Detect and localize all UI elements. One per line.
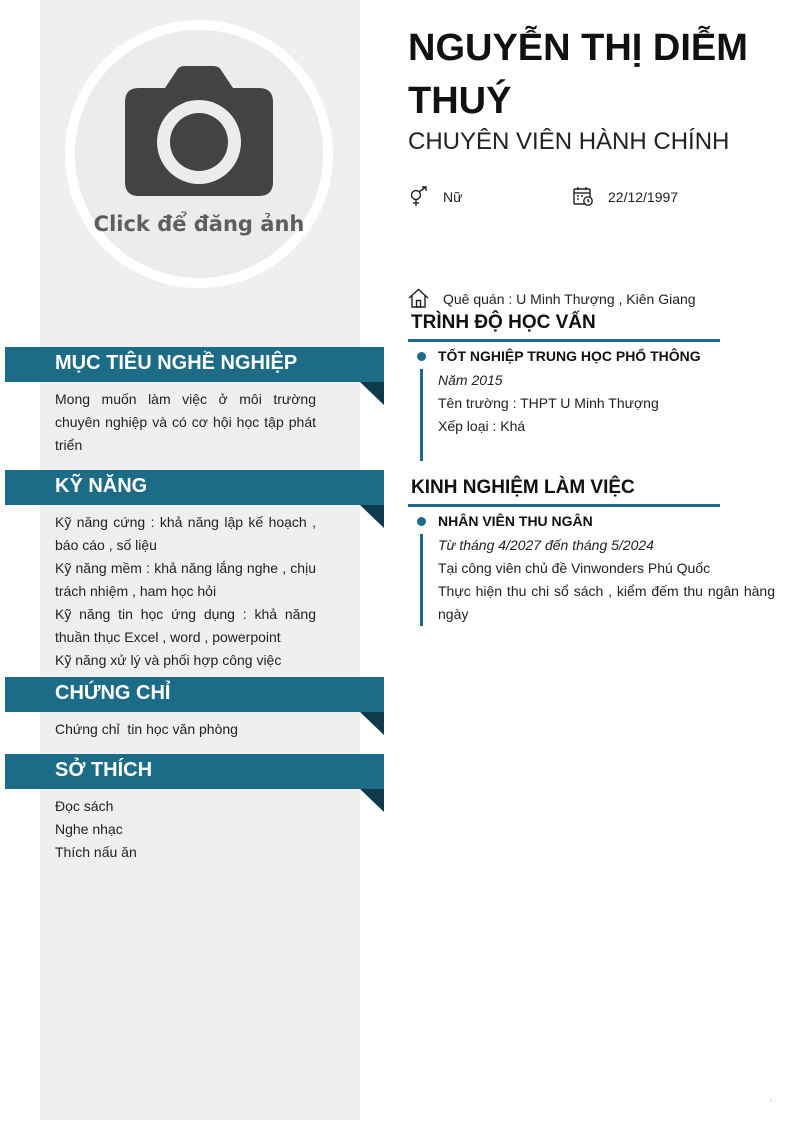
objective-text: Mong muốn làm việc ở môi trường chuyên nghiệp và có cơ hội học tập phát triển bbox=[55, 391, 316, 453]
education-rule bbox=[408, 339, 720, 342]
certificates-title: CHỨNG CHỈ bbox=[55, 682, 171, 704]
certificates-banner bbox=[5, 677, 384, 712]
birthdate-row bbox=[573, 186, 678, 207]
education-timeline bbox=[420, 369, 423, 461]
hobbies-banner-fold bbox=[360, 789, 384, 812]
birthdate-value: 22/12/1997 bbox=[608, 188, 679, 205]
camera-icon bbox=[125, 66, 273, 196]
experience-rule bbox=[408, 504, 720, 507]
certificate-item: Chứng chỉ tin học văn phòng bbox=[55, 721, 238, 737]
avatar-upload[interactable] bbox=[65, 20, 333, 288]
calendar-icon bbox=[573, 186, 594, 207]
education-bullet bbox=[417, 352, 426, 361]
experience-place: Tại công viên chủ đề Vinwonders Phú Quốc bbox=[438, 560, 711, 576]
hobby-item: Thích nấu ăn bbox=[55, 844, 137, 860]
full-name: NGUYỄN THỊ DIỄM THUÝ bbox=[408, 27, 748, 122]
avatar-caption: Click để đăng ảnh bbox=[93, 212, 305, 236]
experience-timeline bbox=[420, 534, 423, 626]
skills-list bbox=[55, 511, 316, 672]
objective-banner bbox=[5, 347, 384, 382]
education-rank: Xếp loại : Khá bbox=[438, 418, 526, 434]
skill-item: Kỹ năng cứng : khả năng lập kế hoạch , báo cáo , số liệu bbox=[55, 514, 316, 553]
hobby-item: Đọc sách bbox=[55, 798, 114, 814]
gender-value: Nữ bbox=[443, 188, 463, 205]
job-title: CHUYÊN VIÊN HÀNH CHÍNH bbox=[408, 128, 730, 155]
certificates-banner-fold bbox=[360, 712, 384, 735]
skill-item: Kỹ năng xử lý và phối hợp công việc bbox=[55, 652, 282, 668]
objective-banner-fold bbox=[360, 382, 384, 405]
hobbies-title: SỞ THÍCH bbox=[55, 759, 153, 781]
skill-item: Kỹ năng tin học ứng dụng : khả năng thuần thục Excel , word , powerpoint bbox=[55, 606, 316, 645]
education-heading: TỐT NGHIỆP TRUNG HỌC PHỔ THÔNG bbox=[438, 348, 701, 364]
education-details bbox=[438, 369, 775, 438]
hometown-value: Quê quán : U Minh Thượng , Kiên Giang bbox=[443, 290, 696, 307]
skill-item: Kỹ năng mềm : khả năng lắng nghe , chịu trách nhiệm , ham học hỏi bbox=[55, 560, 316, 599]
education-year: Năm 2015 bbox=[438, 372, 503, 388]
experience-details bbox=[438, 534, 775, 626]
corner-mark: . bbox=[770, 1094, 773, 1103]
home-icon bbox=[408, 288, 429, 309]
hobby-item: Nghe nhạc bbox=[55, 821, 123, 837]
hobbies-banner bbox=[5, 754, 384, 789]
objective-title: MỤC TIÊU NGHỀ NGHIỆP bbox=[55, 352, 298, 374]
objective-section bbox=[55, 388, 316, 457]
gender-icon bbox=[408, 186, 429, 207]
gender-row bbox=[408, 186, 462, 207]
hobbies-list bbox=[55, 795, 316, 864]
education-title: TRÌNH ĐỘ HỌC VẤN bbox=[411, 312, 596, 333]
hometown-row bbox=[408, 288, 696, 309]
experience-bullet bbox=[417, 517, 426, 526]
education-school: Tên trường : THPT U Minh Thượng bbox=[438, 395, 659, 411]
experience-period: Từ tháng 4/2027 đến tháng 5/2024 bbox=[438, 537, 654, 553]
experience-duty: Thực hiện thu chi sổ sách , kiểm đếm thu ngân hàng ngày bbox=[438, 583, 775, 622]
avatar-circle bbox=[75, 30, 323, 278]
skills-title: KỸ NĂNG bbox=[55, 475, 148, 497]
skills-banner-fold bbox=[360, 505, 384, 528]
experience-heading: NHÂN VIÊN THU NGÂN bbox=[438, 513, 593, 529]
experience-title: KINH NGHIỆM LÀM VIỆC bbox=[411, 477, 635, 498]
skills-banner bbox=[5, 470, 384, 505]
certificates-list bbox=[55, 718, 316, 741]
